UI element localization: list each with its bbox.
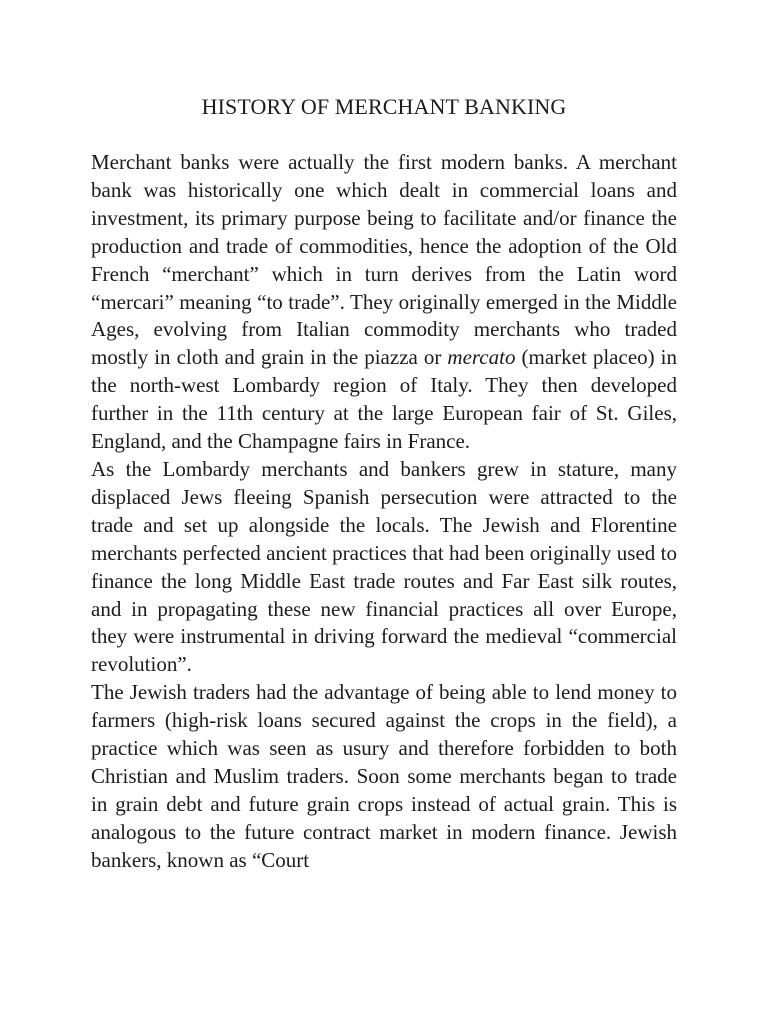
- paragraph-1: [91, 149, 677, 456]
- paragraph-1-text-end: (market placeo) in the north-west Lombardy region of Italy. They then developed further in the 11th century at the large European fair of St. Giles, England, and the Champagne fairs in France.: [91, 345, 678, 454]
- paragraph-1-text-start: Merchant banks were actually the first modern banks. A merchant bank was historically one which dealt in commercial loans and investment, its primary purpose being to facilitate and/or finance the production and trade of commodities, hence the adoption of the Old French “merchant” which in turn derives from the Latin word “mercari” meaning “to trade”. They originally emerged in the Middle Ages, evolving from Italian commodity merchants who traded mostly in cloth and grain in the piazza or: [91, 150, 677, 370]
- document-body: [91, 149, 677, 875]
- paragraph-3: The Jewish traders had the advantage of being able to lend money to farmers (high-risk loans secured against the crops in the field), a practice which was seen as usury and therefore forbidden to both Christian and Muslim traders. Soon some merchants began to trade in grain debt and future grain crops instead of actual grain. This is analogous to the future contract market in modern finance. Jewish bankers, known as “Court: [91, 680, 677, 872]
- document-title: HISTORY OF MERCHANT BANKING: [201, 94, 567, 119]
- italic-term-mercato: mercato: [447, 345, 516, 370]
- paragraph-2: As the Lombardy merchants and bankers grew in stature, many displaced Jews fleeing Spanish persecution were attracted to the trade and set up alongside the locals. The Jewish and Florentine merchants perfected ancient practices that had been originally used to finance the long Middle East trade routes and Far East silk routes, and in propagating these new financial practices all over Europe, they were instrumental in driving forward the medieval “commercial revolution”.: [91, 456, 677, 677]
